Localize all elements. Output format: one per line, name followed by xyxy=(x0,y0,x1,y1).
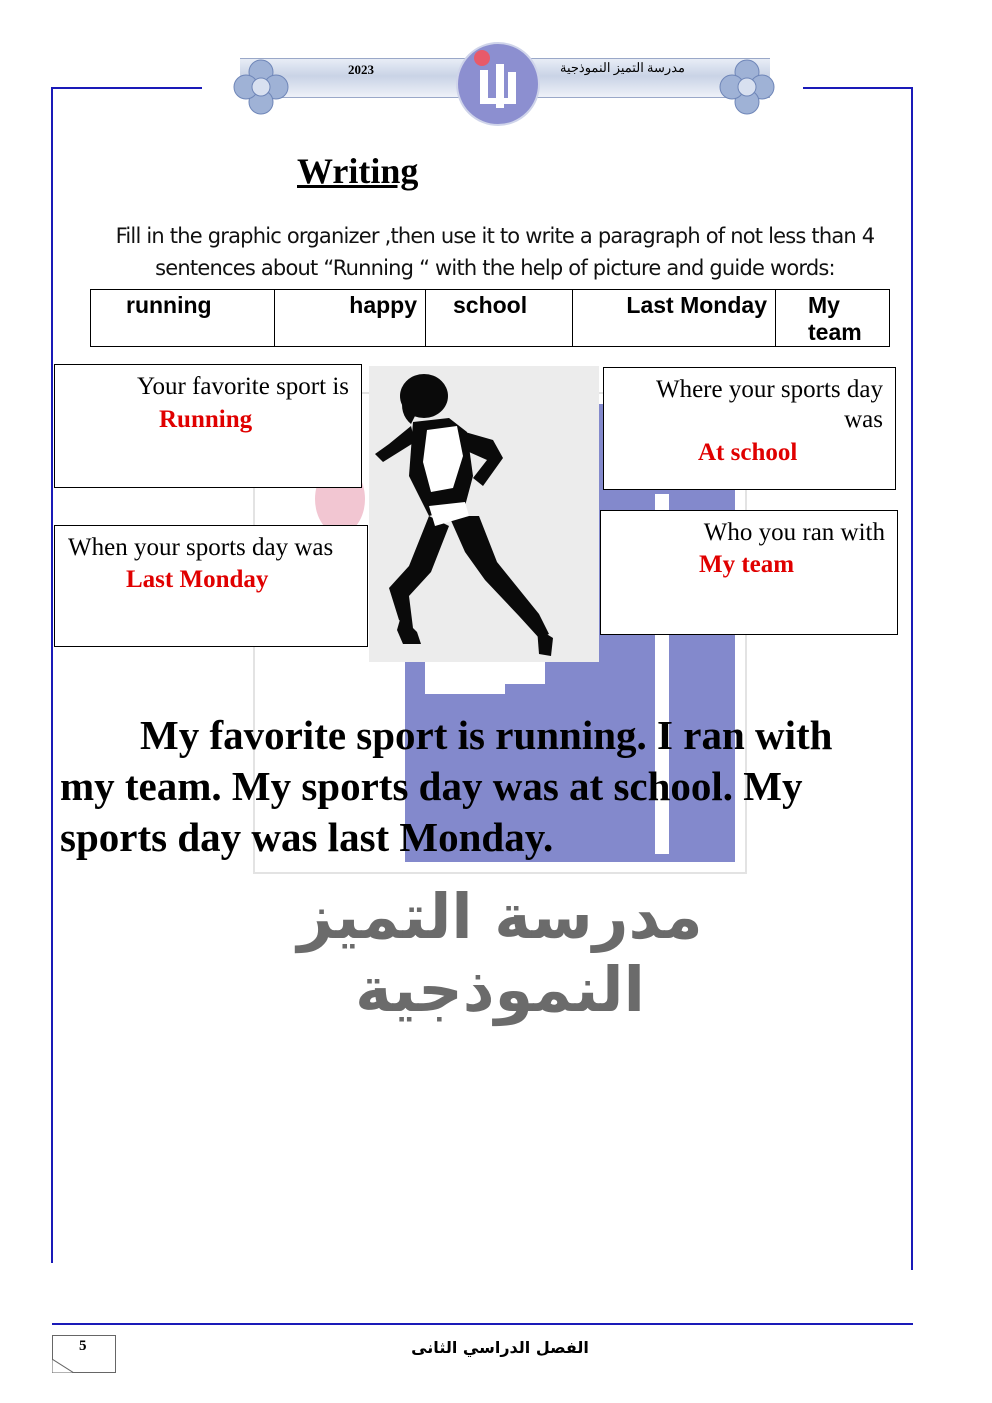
sports-day-place-question-line-2: was xyxy=(844,406,883,433)
footer-term: الفصل الدراسي الثانى xyxy=(411,1338,589,1357)
favorite-sport-answer: Running xyxy=(159,406,253,433)
instructions-line-2: sentences about “Running “ with the help of picture and guide words: xyxy=(155,256,835,280)
page-number-box xyxy=(52,1335,116,1373)
favorite-sport-box xyxy=(54,364,362,488)
frame-top-left xyxy=(52,87,202,89)
guide-words-table xyxy=(90,289,890,347)
guide-word-cell: school xyxy=(426,290,573,347)
runner-icon xyxy=(369,366,599,662)
frame-top-right xyxy=(803,87,913,89)
paragraph-line-3: sports day was last Monday. xyxy=(60,814,554,860)
paragraph-line-1: My favorite sport is running. I ran with xyxy=(140,712,833,758)
sports-day-place-question-line-1: Where your sports day xyxy=(655,376,883,403)
footer-rule xyxy=(52,1323,913,1325)
instructions-line-1: Fill in the graphic organizer ,then use it to write a paragraph of not less than 4 xyxy=(115,224,875,248)
sports-day-time-answer: Last Monday xyxy=(126,566,269,593)
left-flower-icon xyxy=(226,52,296,122)
guide-words-row xyxy=(91,290,890,347)
instructions xyxy=(80,220,910,284)
header-school-name: مدرسة التميز النموذجية xyxy=(560,60,685,75)
written-paragraph xyxy=(60,710,920,863)
sports-day-time-question: When your sports day was xyxy=(68,534,334,561)
page-curl-icon xyxy=(52,1359,74,1373)
guide-word-cell: running xyxy=(91,290,275,347)
ran-with-question: Who you ran with xyxy=(703,519,885,546)
frame-left xyxy=(51,87,53,1263)
guide-word-cell: My team xyxy=(776,290,890,347)
runner-picture xyxy=(369,366,599,662)
ran-with-box xyxy=(600,510,898,635)
favorite-sport-question: Your favorite sport is xyxy=(136,373,349,400)
right-flower-icon xyxy=(712,52,782,122)
guide-word-cell: happy xyxy=(275,290,426,347)
header-year: 2023 xyxy=(348,62,374,77)
school-logo-icon xyxy=(458,44,538,124)
frame-right xyxy=(911,87,913,1270)
page-number: 5 xyxy=(79,1338,87,1354)
paragraph-line-2: my team. My sports day was at school. My xyxy=(60,763,803,809)
page-title: Writing xyxy=(297,151,419,191)
sports-day-place-box xyxy=(603,367,896,490)
school-watermark-text: مدرسة التميز النموذجية xyxy=(297,880,703,1026)
ran-with-answer: My team xyxy=(699,551,795,578)
sports-day-place-answer: At school xyxy=(698,439,798,466)
guide-word-cell: Last Monday xyxy=(573,290,776,347)
school-logo xyxy=(456,42,540,126)
sports-day-time-box xyxy=(54,525,368,647)
